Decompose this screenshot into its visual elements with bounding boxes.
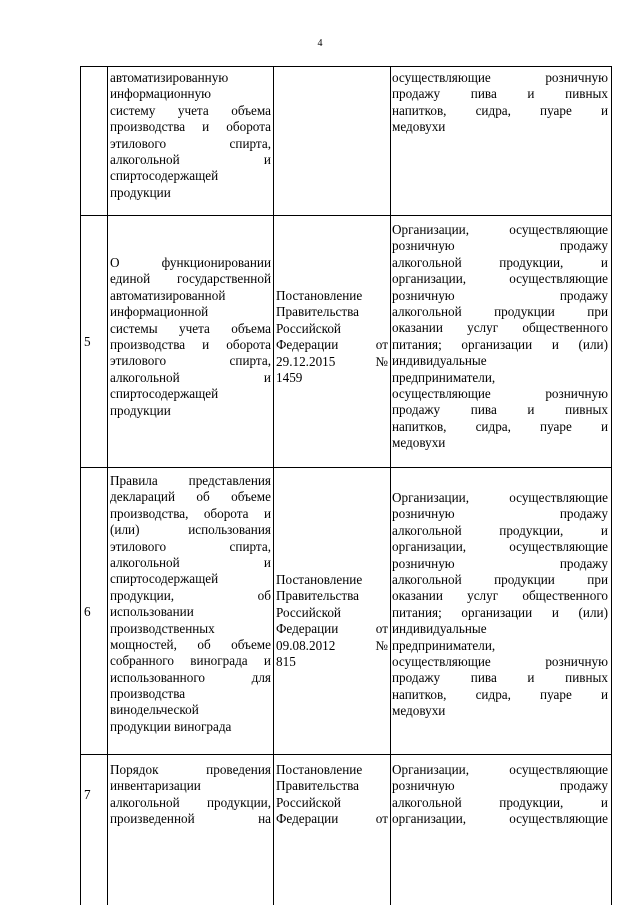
row-number: 5 (84, 334, 91, 349)
page-number: 4 (317, 38, 323, 49)
regulation-name-cell: О функционировании единой государственной автоматизированной информационной системы учета объема производства и оборота этилового спирта, алкогольной и спиртосодержащей продукции (110, 255, 271, 418)
row-number: 6 (84, 604, 91, 619)
legal-act-cell: Постановление Правительства Российской Федерации от 29.12.2015 № 1459 (276, 288, 388, 385)
regulation-name-cell: автоматизированную информационную систему учета объема производства и оборота этилового спирта, алкогольной и спиртосодержащей продукции (110, 70, 271, 200)
regulation-name-cell: Порядок проведения инвентаризации алкогольной продукции, произведенной на (110, 762, 271, 827)
legal-act-cell: Постановление Правительства Российской Федерации от 09.08.2012 № 815 (276, 572, 388, 669)
regulations-table (80, 66, 612, 905)
regulation-name-cell: Правила представления деклараций об объеме производства, оборота и (или) использования этилового спирта, алкогольной и спиртосодержащей продукции, об использовании производственных мощностей, об объеме собранного винограда и использованного для производства винодельческой продукции винограда (110, 473, 271, 734)
legal-act-cell: Постановление Правительства Российской Федерации от (276, 762, 388, 827)
row-number: 7 (84, 787, 91, 802)
subjects-cell: Организации, осуществляющие розничную продажу алкогольной продукции, и организации, осуществляющие розничную продажу алкогольной продукции при оказании услуг общественного питания; организации и (или) индивидуальные предприниматели, осуществляющие розничную продажу пива и пивных напитков, сидра, пуаре и медовухи (392, 490, 608, 719)
subjects-cell: Организации, осуществляющие розничную продажу алкогольной продукции, и организации, осуществляющие розничную продажу алкогольной продукции при оказании услуг общественного питания; организации и (или) индивидуальные предприниматели, осуществляющие розничную продажу пива и пивных напитков, сидра, пуаре и медовухи (392, 222, 608, 451)
subjects-cell: осуществляющие розничную продажу пива и пивных напитков, сидра, пуаре и медовухи (392, 70, 608, 135)
subjects-cell: Организации, осуществляющие розничную продажу алкогольной продукции, и организации, осуществляющие (392, 762, 608, 827)
